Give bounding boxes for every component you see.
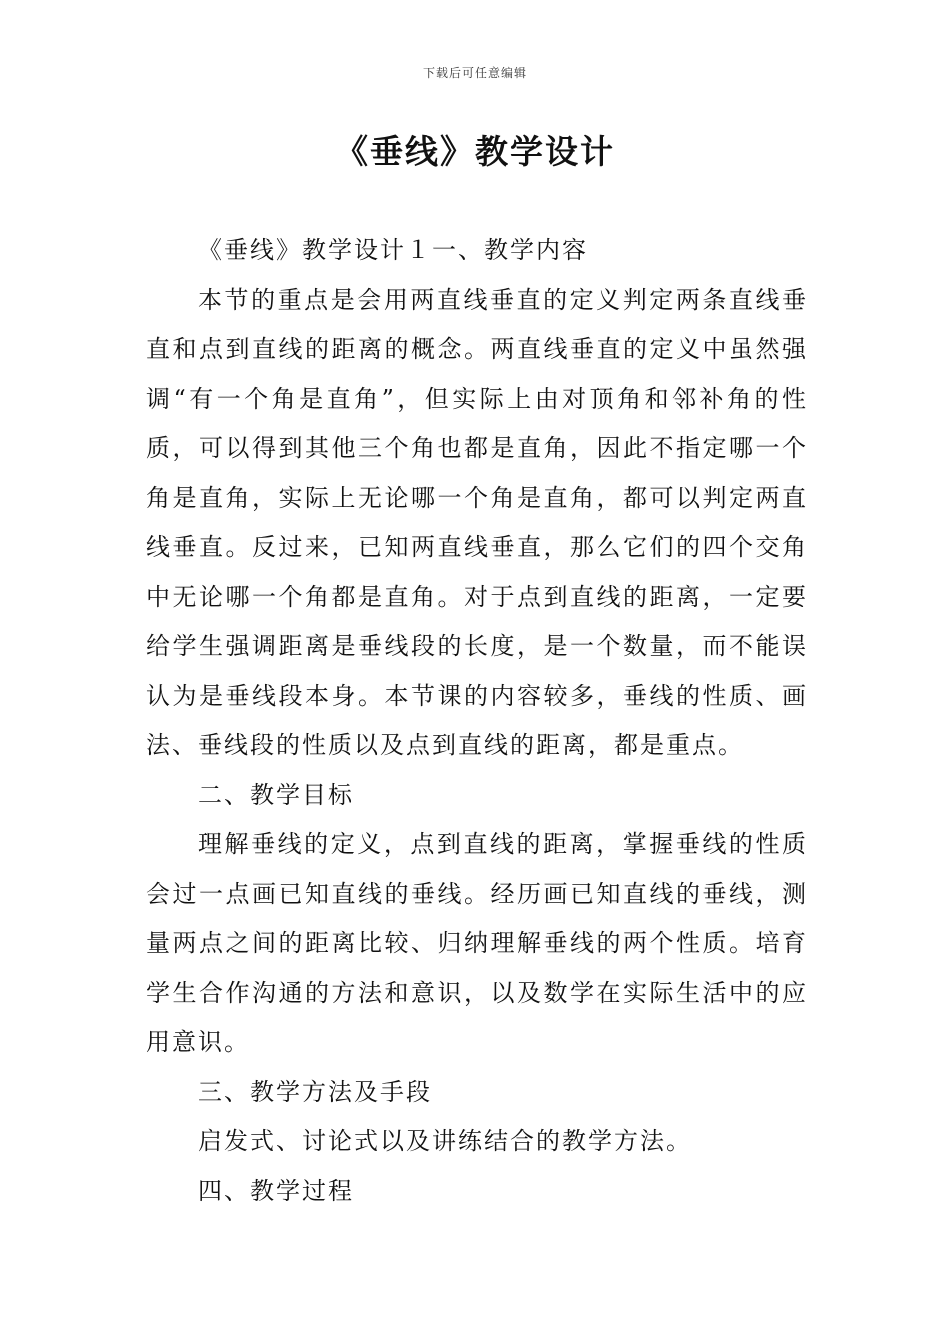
paragraph-heading-4: 四、教学过程 [198,1176,354,1205]
paragraph-teaching-goals: 理解垂线的定义，点到直线的距离，掌握垂线的性质会过一点画已知直线的垂线。经历画已知直线的垂线，测量两点之间的距离比较、归纳理解垂线的两个性质。培育学生合作沟通的方法和意识，以及数学在实际生活中的应用意识。 [146,830,808,1056]
paragraph-heading-2: 二、教学目标 [198,780,354,809]
paragraph-teaching-content: 本节的重点是会用两直线垂直的定义判定两条直线垂直和点到直线的距离的概念。两直线垂直的定义中虽然强调“有一个角是直角”，但实际上由对顶角和邻补角的性质，可以得到其他三个角也都是直角，因此不指定哪一个角是直角，实际上无论哪一个角是直角，都可以判定两直线垂直。反过来，已知两直线垂直，那么它们的四个交角中无论哪一个角都是直角。对于点到直线的距离，一定要给学生强调距离是垂线段的长度，是一个数量，而不能误认为是垂线段本身。本节课的内容较多，垂线的性质、画法、垂线段的性质以及点到直线的距离，都是重点。 [146,285,808,759]
document-title: 《垂线》教学设计 [335,132,615,171]
header-note: 下载后可任意编辑 [422,66,527,80]
paragraph-heading-3: 三、教学方法及手段 [198,1077,432,1106]
paragraph-heading-1: 《垂线》教学设计１一、教学内容 [198,236,588,264]
paragraph-teaching-methods: 启发式、讨论式以及讲练结合的教学方法。 [198,1127,692,1155]
document-body [146,226,808,1216]
